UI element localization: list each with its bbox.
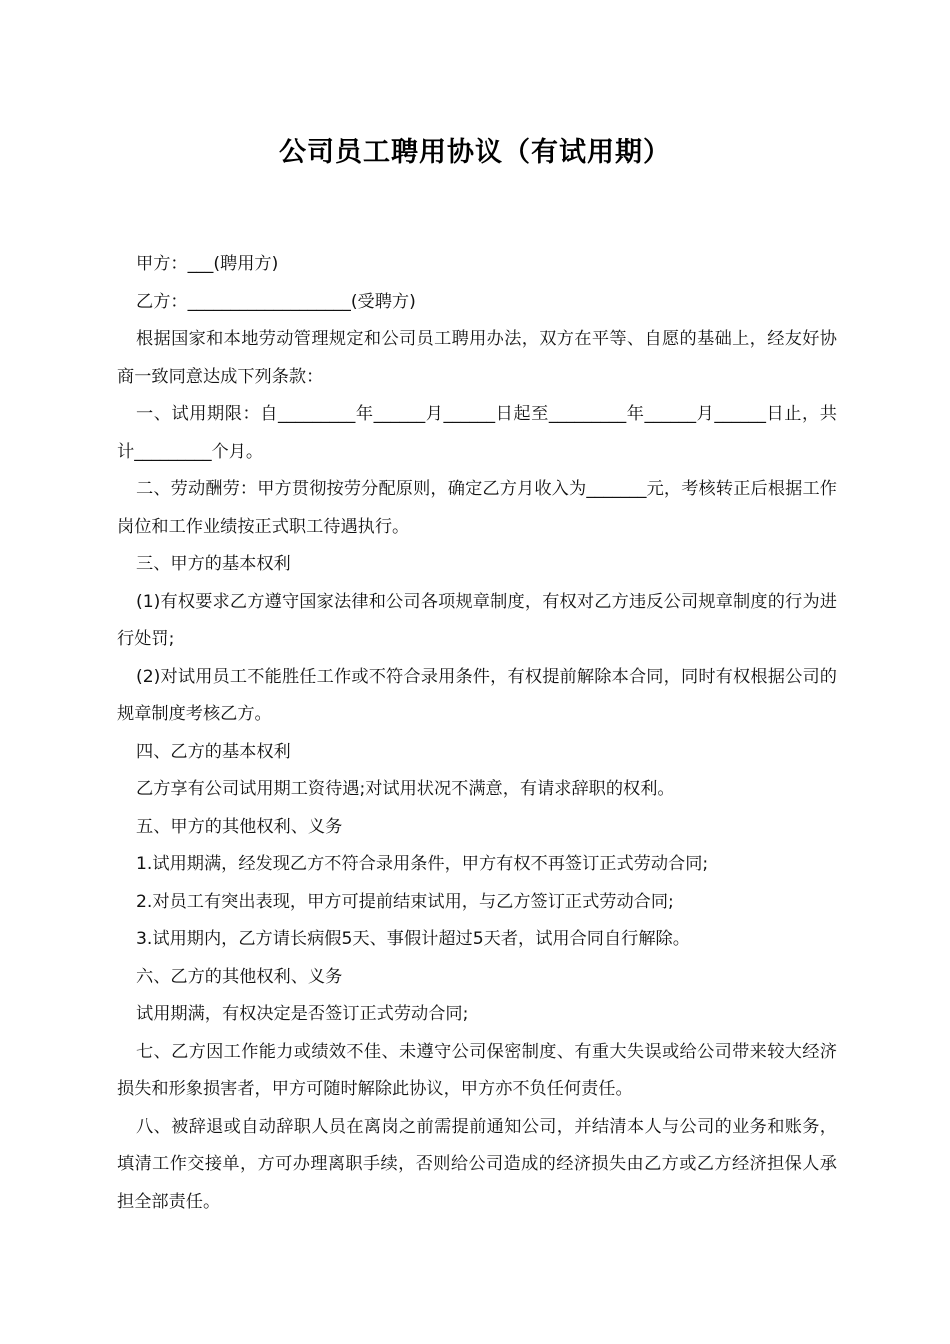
- clause-5-item-3: 3.试用期内，乙方请长病假5天、事假计超过5天者，试用合同自行解除。: [136, 929, 690, 949]
- clause-5-item-1: 1.试用期满，经发现乙方不符合录用条件，甲方有权不再签订正式劳动合同;: [136, 854, 709, 874]
- party-b-line: 乙方：___________________(受聘方): [136, 291, 416, 312]
- clause-5-item-2: 2.对员工有突出表现，甲方可提前结束试用，与乙方签订正式劳动合同;: [136, 891, 674, 912]
- clause-6-text: 试用期满，有权决定是否签订正式劳动合同;: [136, 1004, 469, 1024]
- clause-1-probation-period: 一、试用期限：自_________年______月______日起至_________年______月______日止，共计_________个月。: [117, 404, 837, 462]
- clause-4-heading: 四、乙方的基本权利: [136, 741, 291, 762]
- clause-6-heading: 六、乙方的其他权利、义务: [136, 966, 343, 987]
- clause-5-heading: 五、甲方的其他权利、义务: [136, 816, 343, 837]
- clause-3-item-1: (1)有权要求乙方遵守国家法律和公司各项规章制度，有权对乙方违反公司规章制度的行为进行处罚;: [117, 591, 837, 649]
- document-body: [117, 246, 837, 1221]
- clause-3-item-2: (2)对试用员工不能胜任工作或不符合录用条件，有权提前解除本合同，同时有权根据公司的规章制度考核乙方。: [117, 666, 837, 724]
- document-title: 公司员工聘用协议（有试用期）: [279, 137, 671, 168]
- clause-7: 七、乙方因工作能力或绩效不佳、未遵守公司保密制度、有重大失误或给公司带来较大经济损失和形象损害者，甲方可随时解除此协议，甲方亦不负任何责任。: [117, 1041, 837, 1099]
- party-a-line: 甲方：___(聘用方): [136, 254, 279, 274]
- clause-2-remuneration: 二、劳动酬劳：甲方贯彻按劳分配原则，确定乙方月收入为_______元，考核转正后根据工作岗位和工作业绩按正式职工待遇执行。: [117, 479, 837, 537]
- clause-3-heading: 三、甲方的基本权利: [136, 554, 291, 574]
- clause-4-text: 乙方享有公司试用期工资待遇;对试用状况不满意，有请求辞职的权利。: [136, 779, 675, 799]
- preamble-paragraph: 根据国家和本地劳动管理规定和公司员工聘用办法，双方在平等、自愿的基础上，经友好协商一致同意达成下列条款：: [117, 329, 837, 387]
- clause-8: 八、被辞退或自动辞职人员在离岗之前需提前通知公司，并结清本人与公司的业务和账务，填清工作交接单，方可办理离职手续，否则给公司造成的经济损失由乙方或乙方经济担保人承担全部责任。: [117, 1116, 837, 1212]
